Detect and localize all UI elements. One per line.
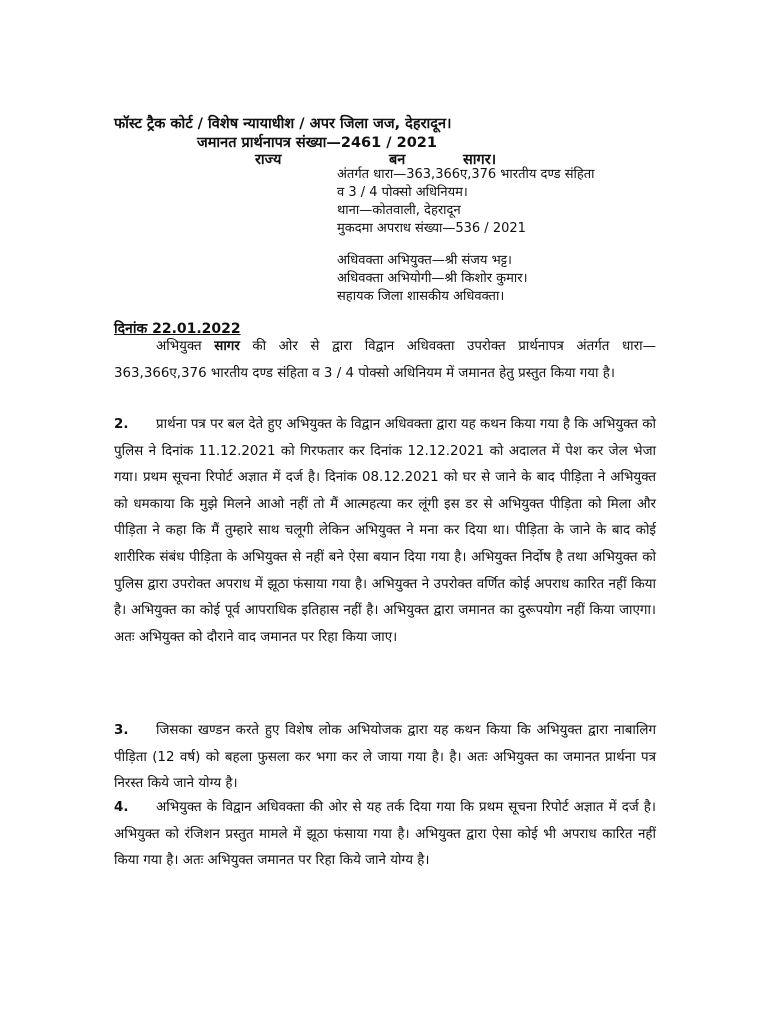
p1-prefix: अभियुक्त (156, 339, 202, 354)
p3-text: जिसका खण्डन करते हुए विशेष लोक अभियोजक द्वारा यह कथन किया कि अभियुक्त द्वारा नाबालिग पीड़िता (12 वर्ष) को बहला फुसला कर भगा कर ले जाया गया है। है। अतः अभियुक्त का जमानत प्रार्थना पत्र निरस्त किये जाने योग्य है। (114, 723, 656, 792)
case-number: मुकदमा अपराध संख्या—536 / 2021 (337, 221, 526, 236)
paragraph-3 (114, 718, 656, 798)
p3-number: 3. (114, 723, 129, 738)
accused-name-header: सागर। (463, 152, 497, 168)
p4-number: 4. (114, 800, 129, 815)
govt-counsel: सहायक जिला शासकीय अधिवक्ता। (337, 289, 505, 304)
police-station: थाना—कोतवाली, देहरादून (337, 203, 461, 218)
section-line-1: अंतर्गत धारा—363,366ए,376 भारतीय दण्ड संहिता (337, 167, 595, 182)
order-date: दिनांक 22.01.2022 (114, 321, 241, 337)
versus-label: बन (389, 152, 406, 168)
paragraph-2 (114, 412, 656, 651)
paragraph-1 (114, 334, 656, 387)
p4-text: अभियुक्त के विद्वान अधिवक्ता की ओर से यह तर्क दिया गया कि प्रथम सूचना रिपोर्ट अज्ञात में दर्ज है। अभियुक्त को रंजिशन प्रस्तुत मामले में झूठा फंसाया गया है। अभियुक्त द्वारा ऐसा कोई भी अपराध कारित नहीं किया गया है। अतः अभियुक्त जमानत पर रिहा किये जाने योग्य है। (114, 800, 656, 869)
p2-text: प्रार्थना पत्र पर बल देते हुए अभियुक्त के विद्वान अधिवक्ता द्वारा यह कथन किया गया है कि अभियुक्त को पुलिस ने दिनांक 11.12.2021 को गिरफतार कर दिनांक 12.12.2021 को अदालत में पेश कर जेल भेजा गया। प्रथम सूचना रिपोर्ट अज्ञात में दर्ज है। दिनांक 08.12.2021 को घर से जाने के बाद पीड़िता ने अभियुक्त को धमकाया कि मुझे मिलने आओ नहीं तो मैं आत्महत्या कर लूंगी इस डर से अभियुक्त पीड़िता को मिला और पीड़िता ने कहा कि मैं तुम्हारे साथ चलूगी लेकिन अभियुक्त ने मना कर दिया था। पीड़िता के जाने के बाद कोई शारीरिक संबंध पीड़िता के अभियुक्त से नहीं बने ऐसा बयान दिया गया है। अभियुक्त निर्दोष है तथा अभियुक्त को पुलिस द्वारा उपरोक्त अपराध में झूठा फंसाया गया है। अभियुक्त ने उपरोक्त वर्णित कोई अपराध कारित नहीं किया है। अभियुक्त का कोई पूर्व आपराधिक इतिहास नहीं है। अभियुक्त द्वारा जमानत का दुरूपयोग नहीं किया जाएगा। अतः अभियुक्त को दौराने वाद जमानत पर रिहा किया जाए। (114, 417, 657, 645)
p1-text: की ओर से द्वारा विद्वान अधिवक्ता उपरोक्त प्रार्थनापत्र अंतर्गत धारा—363,366ए,376 भारतीय दण्ड संहिता व 3 / 4 पोक्सो अधिनियम में जमानत हेतु प्रस्तुत किया गया है। (114, 339, 656, 381)
p2-number: 2. (114, 417, 129, 432)
section-line-2: व 3 / 4 पोक्सो अधिनियम। (337, 185, 468, 200)
defence-counsel: अधिवक्ता अभियुक्त—श्री संजय भट्ट। (337, 253, 512, 268)
accused-name: सागर (214, 339, 240, 354)
complainant-counsel: अधिवक्ता अभियोगी—श्री किशोर कुमार। (337, 271, 528, 286)
bail-application-number: जमानत प्रार्थनापत्र संख्या—2461 / 2021 (197, 135, 437, 151)
court-title: फॉस्ट ट्रैक कोर्ट / विशेष न्यायाधीश / अपर जिला जज, देहरादून। (114, 116, 452, 132)
state-label: राज्य (255, 152, 282, 168)
paragraph-4 (114, 795, 656, 875)
